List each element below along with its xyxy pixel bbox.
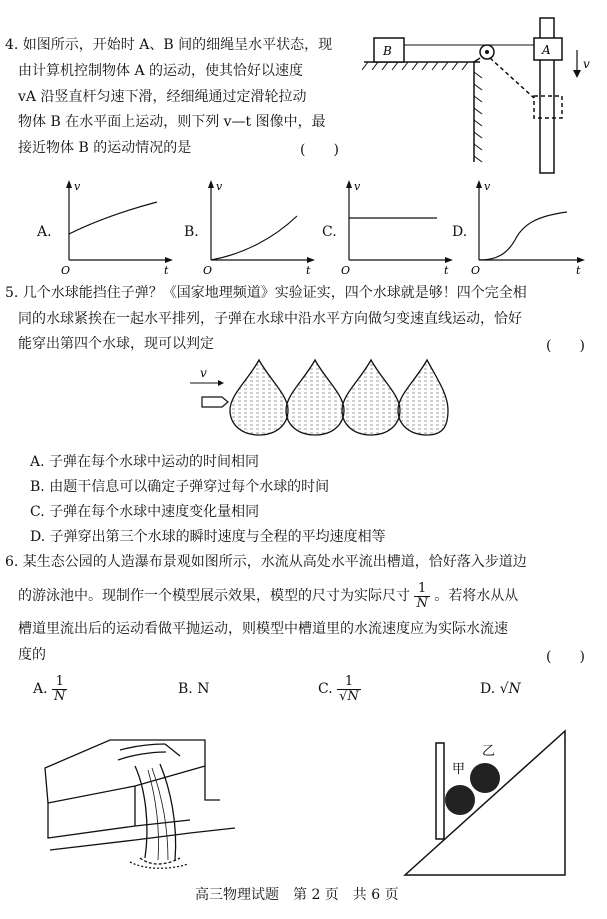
q6-line-1: 6. 某生态公园的人造瀑布景观如图所示，水流从高处水平流出槽道，恰好落入步道边 — [5, 554, 527, 570]
q6-line-3: 槽道里流出后的运动看做平抛运动，则模型中槽道里的水流速度应为实际水流速 — [18, 621, 508, 637]
q6-fraction-1-over-n: $\frac{1}{N}$ — [416, 580, 428, 611]
svg-text:t: t — [306, 264, 311, 277]
waterfall-figure — [40, 728, 240, 878]
graph-b — [199, 178, 319, 278]
q6-line-2 — [18, 579, 518, 613]
graph-c — [337, 178, 457, 278]
svg-text:O: O — [471, 264, 481, 277]
velocity-arrow-label: v — [583, 57, 590, 71]
q4-answer-paren: ( ) — [300, 142, 339, 158]
q5-line-3: 能穿出第四个水球，现可以判定 — [18, 336, 214, 352]
svg-text:O: O — [341, 264, 351, 277]
ball-jia — [445, 785, 475, 815]
water-balloon-2 — [286, 360, 344, 435]
q5-option-b: B. 由题干信息可以确定子弹穿过每个水球的时间 — [30, 479, 330, 495]
svg-text:v: v — [484, 180, 491, 193]
q4-line-2: 由计算机控制物体 A 的运动，使其恰好以速度 — [18, 63, 304, 79]
svg-text:t: t — [576, 264, 581, 277]
q5-water-balloon-figure — [190, 355, 450, 440]
block-a-label: A — [542, 43, 551, 57]
q6-line-4: 度的 — [18, 647, 46, 663]
incline-figure — [400, 725, 600, 880]
svg-text:v: v — [354, 180, 361, 193]
q5-line-1: 5. 几个水球能挡住子弹？《国家地理频道》实验证实，四个水球就是够！四个完全相 — [5, 285, 527, 301]
graph-d-option-label: D. — [452, 224, 468, 240]
water-balloon-3 — [342, 360, 400, 435]
q4-line-1: 4. 如图所示，开始时 A、B 间的细绳呈水平状态，现 — [5, 37, 333, 53]
graph-d — [467, 178, 592, 278]
svg-text:v: v — [216, 180, 223, 193]
q6-option-b: B. N — [178, 681, 210, 697]
q4-graph-options — [37, 178, 597, 278]
svg-text:t: t — [164, 264, 169, 277]
q6-line-2-post: 。若将水从从 — [434, 588, 519, 604]
q4-line-5: 接近物体 B 的运动情况的是 — [18, 140, 192, 156]
graph-a — [57, 178, 177, 278]
bullet — [202, 397, 228, 407]
q6-option-a: A. $\frac{1}{N}$ — [33, 673, 66, 704]
q5-option-a: A. 子弹在每个水球中运动的时间相同 — [30, 454, 260, 470]
ball-yi — [470, 763, 500, 793]
q5-velocity-label: v — [200, 366, 207, 380]
water-balloon-1 — [230, 360, 288, 435]
graph-a-option-label: A. — [37, 224, 52, 240]
page-footer: 高三物理试题 第 2 页 共 6 页 — [195, 887, 399, 903]
q6-option-c: C. $\frac{1}{√N}$ — [318, 673, 359, 704]
q6-line-2-pre: 的游泳池中。现制作一个模型展示效果，模型的尺寸为实际尺寸 — [18, 588, 410, 604]
svg-text:O: O — [61, 264, 71, 277]
q5-option-d: D. 子弹穿出第三个水球的瞬时速度与全程的平均速度相等 — [30, 529, 386, 545]
q5-option-c: C. 子弹在每个水球中速度变化量相同 — [30, 504, 260, 520]
q6-answer-paren: ( ) — [546, 649, 585, 665]
q4-line-3: vA 沿竖直杆匀速下滑，经细绳通过定滑轮拉动 — [18, 89, 307, 105]
svg-text:O: O — [203, 264, 213, 277]
q5-answer-paren: ( ) — [546, 338, 585, 354]
q5-line-2: 同的水球紧挨在一起水平排列，子弹在水球中沿水平方向做匀变速直线运动，恰好 — [18, 311, 522, 327]
q4-pulley-figure — [362, 10, 597, 175]
water-balloon-4 — [398, 360, 448, 435]
graph-b-option-label: B. — [184, 224, 199, 240]
label-jia: 甲 — [452, 762, 466, 777]
block-b-label: B — [383, 44, 392, 58]
graph-c-option-label: C. — [322, 224, 337, 240]
svg-text:v: v — [74, 180, 81, 193]
label-yi: 乙 — [482, 744, 496, 759]
q6-option-d: D. √N — [480, 681, 521, 697]
q4-line-4: 物体 B 在水平面上运动，则下列 v—t 图像中，最 — [18, 114, 326, 130]
svg-text:t: t — [444, 264, 449, 277]
